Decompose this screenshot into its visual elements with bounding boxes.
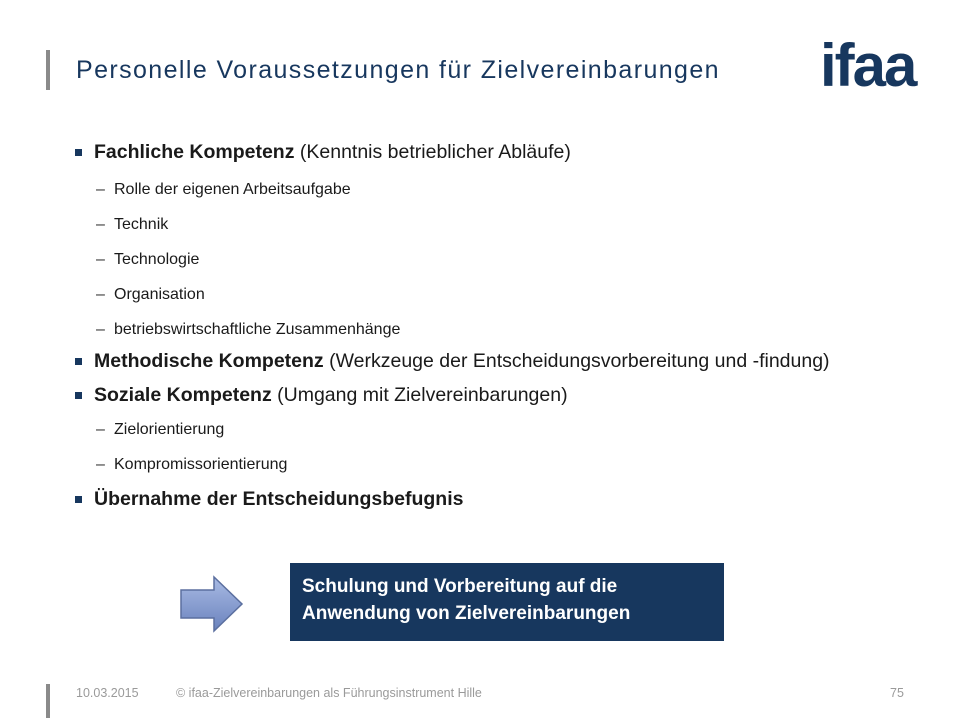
list-subitem xyxy=(72,215,912,235)
item-text: (Werkzeuge der Entscheidungsvorbereitung und -findung) xyxy=(323,350,830,372)
dash-icon: – xyxy=(96,286,105,303)
list-item xyxy=(72,349,912,374)
subitem-text: Technik xyxy=(114,216,169,233)
dash-icon: – xyxy=(96,456,105,473)
item-bold-text: Übernahme der Entscheidungsbefugnis xyxy=(94,488,464,510)
footer-date: 10.03.2015 xyxy=(76,686,139,700)
callout-box xyxy=(290,563,724,641)
callout-line: Anwendung von Zielvereinbarungen xyxy=(302,603,631,624)
subitem-text: Rolle der eigenen Arbeitsaufgabe xyxy=(114,181,351,198)
square-bullet-icon xyxy=(75,358,82,365)
subitem-text: Zielorientierung xyxy=(114,421,225,438)
list-subitem xyxy=(72,420,912,440)
page-number: 75 xyxy=(890,686,904,700)
subitem-text: Organisation xyxy=(114,286,205,303)
dash-icon: – xyxy=(96,181,105,198)
list-subitem xyxy=(72,285,912,305)
square-bullet-icon xyxy=(75,392,82,399)
dash-icon: – xyxy=(96,421,105,438)
title-accent-bar xyxy=(46,50,50,90)
subitem-text: Kompromissorientierung xyxy=(114,456,288,473)
item-bold-text: Soziale Kompetenz xyxy=(94,384,272,406)
item-bold-text: Methodische Kompetenz xyxy=(94,350,324,372)
callout-line: Schulung und Vorbereitung auf die xyxy=(302,576,618,597)
item-text: (Kenntnis betrieblicher Abläufe) xyxy=(294,141,571,163)
square-bullet-icon xyxy=(75,496,82,503)
list-item xyxy=(72,383,912,408)
subitem-text: Technologie xyxy=(114,251,200,268)
bullet-list xyxy=(72,140,912,512)
item-text: (Umgang mit Zielvereinbarungen) xyxy=(271,384,568,406)
square-bullet-icon xyxy=(75,149,82,156)
footer-copyright: © ifaa-Zielvereinbarungen als Führungsinstrument Hille xyxy=(176,686,482,700)
list-subitem xyxy=(72,455,912,475)
ifaa-logo: ifaa xyxy=(820,32,916,99)
dash-icon: – xyxy=(96,216,105,233)
list-item xyxy=(72,140,912,165)
subitem-text: betriebswirtschaftliche Zusammenhänge xyxy=(114,321,401,338)
right-arrow-icon xyxy=(178,574,246,634)
list-subitem xyxy=(72,250,912,270)
list-subitem xyxy=(72,320,912,340)
list-item xyxy=(72,487,912,512)
dash-icon: – xyxy=(96,321,105,338)
dash-icon: – xyxy=(96,251,105,268)
footer-accent-bar xyxy=(46,684,50,718)
item-bold-text: Fachliche Kompetenz xyxy=(94,141,295,163)
list-subitem xyxy=(72,180,912,200)
slide-title: Personelle Voraussetzungen für Zielvereinbarungen xyxy=(76,56,720,84)
